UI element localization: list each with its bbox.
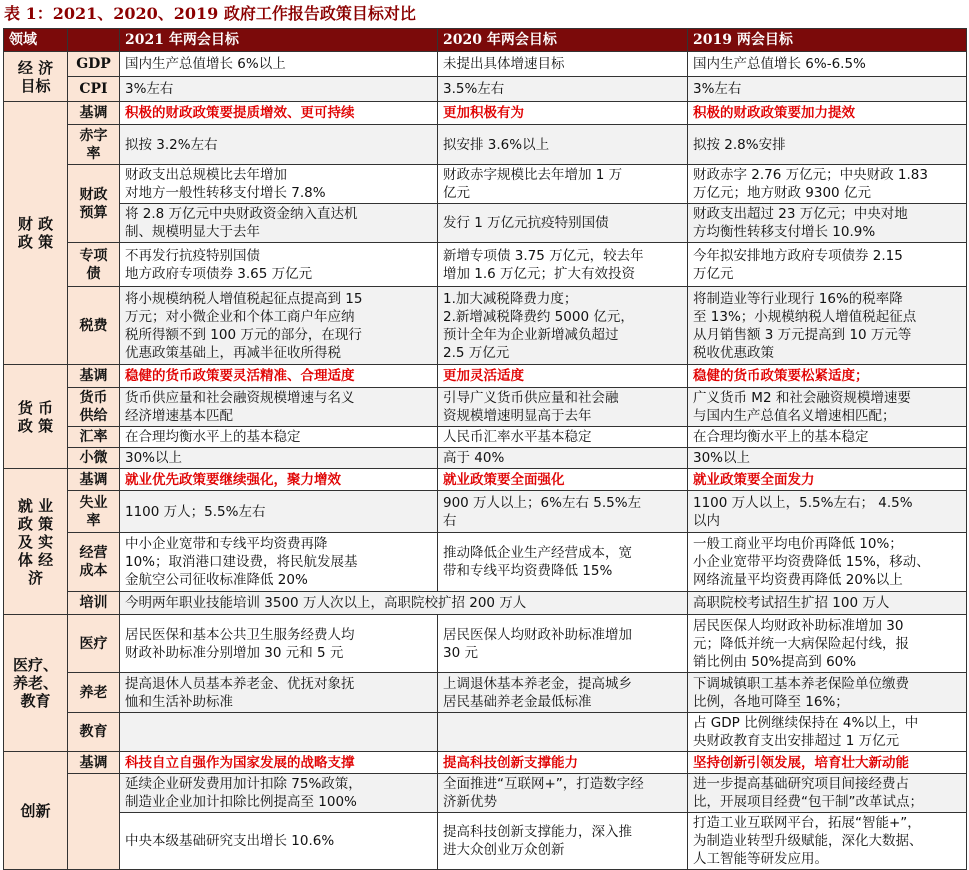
cell-2021: 财政支出总规模比去年增加 对地方一般性转移支付增长 7.8%	[120, 165, 438, 204]
cell-2021: 中央本级基础研究支出增长 10.6%	[120, 813, 438, 870]
cell-2019: 国内生产总值增长 6%-6.5%	[688, 52, 967, 77]
header-domain: 领域	[4, 29, 68, 52]
row-label: 养老	[68, 673, 120, 713]
cell-2019: 就业政策要全面发力	[688, 469, 967, 491]
table-title: 表 1：2021、2020、2019 政府工作报告政策目标对比	[4, 4, 416, 23]
table-row	[4, 469, 967, 491]
row-label: 汇率	[68, 427, 120, 448]
cell-2020: 全面推进“互联网+”，打造数字经 济新优势	[438, 774, 688, 813]
cell-2021: 积极的财政政策要提质增效、更可持续	[120, 102, 438, 125]
table-row	[4, 491, 967, 533]
row-label: GDP	[68, 52, 120, 77]
row-label: CPI	[68, 77, 120, 102]
cell-2021: 国内生产总值增长 6%以上	[120, 52, 438, 77]
cell-2021: 提高退休人员基本养老金、优抚对象抚 恤和生活补助标准	[120, 673, 438, 713]
header-2021: 2021 年两会目标	[120, 29, 438, 52]
cell-2020: 财政赤字规模比去年增加 1 万 亿元	[438, 165, 688, 204]
cell-2019: 下调城镇职工基本养老保险单位缴费 比例，各地可降至 16%；	[688, 673, 967, 713]
row-label: 基调	[68, 365, 120, 388]
row-label: 教育	[68, 713, 120, 752]
table-row	[4, 102, 967, 125]
cell-2020	[438, 713, 688, 752]
cell-2019: 财政赤字 2.76 万亿元；中央财政 1.83 万亿元；地方财政 9300 亿元	[688, 165, 967, 204]
table-row	[4, 243, 967, 287]
table-row	[4, 774, 967, 813]
cell-2020: 高于 40%	[438, 448, 688, 469]
category-monetary: 货 币 政 策	[4, 365, 68, 469]
row-label: 医疗	[68, 615, 120, 673]
cell-2020: 更加灵活适度	[438, 365, 688, 388]
cell-2021: 货币供应量和社会融资规模增速与名义 经济增速基本匹配	[120, 388, 438, 427]
cell-2021: 延续企业研发费用加计扣除 75%政策， 制造业企业加计扣除比例提高至 100%	[120, 774, 438, 813]
cell-2021: 拟按 3.2%左右	[120, 125, 438, 165]
cell-2020: 1.加大减税降费力度； 2.新增减税降费约 5000 亿元， 预计全年为企业新增减负超过 2.5 万亿元	[438, 287, 688, 365]
cell-2020: 提高科技创新支撑能力	[438, 752, 688, 774]
category-economy: 经 济 目标	[4, 52, 68, 102]
cell-2021: 将小规模纳税人增值税起征点提高到 15 万元；对小微企业和个体工商户年应纳 税所得额不到 100 万元的部分，在现行 优惠政策基础上，再减半征收所得税	[120, 287, 438, 365]
cell-2021-2020: 今明两年职业技能培训 3500 万人次以上，高职院校扩招 200 万人	[120, 592, 688, 615]
category-welfare: 医疗、 养老、 教育	[4, 615, 68, 752]
cell-2019: 广义货币 M2 和社会融资规模增速要 与国内生产总值名义增速相匹配；	[688, 388, 967, 427]
header-2020: 2020 年两会目标	[438, 29, 688, 52]
cell-2021: 就业优先政策要继续强化，聚力增效	[120, 469, 438, 491]
cell-2020: 人民币汇率水平基本稳定	[438, 427, 688, 448]
row-label: 经营 成本	[68, 533, 120, 592]
cell-2020: 新增专项债 3.75 万亿元，较去年 增加 1.6 万亿元；扩大有效投资	[438, 243, 688, 287]
row-label: 基调	[68, 469, 120, 491]
cell-2019: 坚持创新引领发展，培育壮大新动能	[688, 752, 967, 774]
policy-comparison-table	[3, 28, 967, 870]
row-label: 财政 预算	[68, 165, 120, 243]
row-label: 税费	[68, 287, 120, 365]
table-row	[4, 52, 967, 77]
cell-2019: 高职院校考试招生扩招 100 万人	[688, 592, 967, 615]
cell-2019: 积极的财政政策要加力提效	[688, 102, 967, 125]
cell-2020: 引导广义货币供应量和社会融 资规模增速明显高于去年	[438, 388, 688, 427]
row-label: 基调	[68, 752, 120, 774]
header-row	[4, 29, 967, 52]
category-innovation: 创新	[4, 752, 68, 870]
cell-2021	[120, 713, 438, 752]
cell-2019: 稳健的货币政策要松紧适度；	[688, 365, 967, 388]
cell-2021: 30%以上	[120, 448, 438, 469]
cell-2020: 上调退休基本养老金，提高城乡 居民基础养老金最低标准	[438, 673, 688, 713]
cell-2019: 居民医保人均财政补助标准增加 30 元；降低并统一大病保险起付线，报 销比例由 50%提高到 60%	[688, 615, 967, 673]
cell-2021: 中小企业宽带和专线平均资费再降 10%；取消港口建设费，将民航发展基 金航空公司征收标准降低 20%	[120, 533, 438, 592]
cell-2019: 财政支出超过 23 万亿元；中央对地 方均衡性转移支付增长 10.9%	[688, 204, 967, 243]
table-row	[4, 615, 967, 673]
cell-2021: 将 2.8 万亿元中央财政资金纳入直达机 制、规模明显大于去年	[120, 204, 438, 243]
row-label: 赤字 率	[68, 125, 120, 165]
cell-2021: 稳健的货币政策要灵活精准、合理适度	[120, 365, 438, 388]
row-label: 基调	[68, 102, 120, 125]
cell-2019: 30%以上	[688, 448, 967, 469]
table-row	[4, 365, 967, 388]
cell-2021: 在合理均衡水平上的基本稳定	[120, 427, 438, 448]
table-row	[4, 388, 967, 427]
cell-2019: 占 GDP 比例继续保持在 4%以上，中 央财政教育支出安排超过 1 万亿元	[688, 713, 967, 752]
header-2019: 2019 两会目标	[688, 29, 967, 52]
row-label	[68, 774, 120, 870]
cell-2021: 不再发行抗疫特别国债 地方政府专项债券 3.65 万亿元	[120, 243, 438, 287]
cell-2019: 打造工业互联网平台，拓展“智能+”， 为制造业转型升级赋能，深化大数据、 人工智能等研发应用。	[688, 813, 967, 870]
cell-2019: 一般工商业平均电价再降低 10%； 小企业宽带平均资费降低 15%，移动、 网络流量平均资费再降低 20%以上	[688, 533, 967, 592]
cell-2020: 3.5%左右	[438, 77, 688, 102]
category-fiscal: 财 政 政 策	[4, 102, 68, 365]
table-row	[4, 673, 967, 713]
category-employment: 就 业 政 策 及 实 体 经 济	[4, 469, 68, 615]
table-row	[4, 752, 967, 774]
row-label: 专项 债	[68, 243, 120, 287]
table-row	[4, 287, 967, 365]
cell-2020: 未提出具体增速目标	[438, 52, 688, 77]
cell-2021: 科技自立自强作为国家发展的战略支撑	[120, 752, 438, 774]
table-row	[4, 448, 967, 469]
table-row	[4, 592, 967, 615]
table-row	[4, 427, 967, 448]
cell-2019: 进一步提高基础研究项目间接经费占 比，开展项目经费“包干制”改革试点；	[688, 774, 967, 813]
cell-2021: 3%左右	[120, 77, 438, 102]
cell-2020: 更加积极有为	[438, 102, 688, 125]
table-row	[4, 713, 967, 752]
table-row	[4, 77, 967, 102]
cell-2019: 拟按 2.8%安排	[688, 125, 967, 165]
cell-2021: 1100 万人；5.5%左右	[120, 491, 438, 533]
row-label: 小微	[68, 448, 120, 469]
row-label: 失业 率	[68, 491, 120, 533]
cell-2020: 就业政策要全面强化	[438, 469, 688, 491]
table-row	[4, 165, 967, 204]
cell-2019: 3%左右	[688, 77, 967, 102]
cell-2020: 居民医保人均财政补助标准增加 30 元	[438, 615, 688, 673]
cell-2019: 将制造业等行业现行 16%的税率降 至 13%；小规模纳税人增值税起征点 从月销售额 3 万元提高到 10 万元等 税收优惠政策	[688, 287, 967, 365]
cell-2020: 推动降低企业生产经营成本，宽 带和专线平均资费降低 15%	[438, 533, 688, 592]
table-row	[4, 204, 967, 243]
cell-2020: 发行 1 万亿元抗疫特别国债	[438, 204, 688, 243]
row-label: 培训	[68, 592, 120, 615]
table-row	[4, 533, 967, 592]
cell-2019: 今年拟安排地方政府专项债券 2.15 万亿元	[688, 243, 967, 287]
cell-2019: 1100 万人以上，5.5%左右； 4.5% 以内	[688, 491, 967, 533]
cell-2021: 居民医保和基本公共卫生服务经费人均 财政补助标准分别增加 30 元和 5 元	[120, 615, 438, 673]
cell-2020: 拟安排 3.6%以上	[438, 125, 688, 165]
cell-2019: 在合理均衡水平上的基本稳定	[688, 427, 967, 448]
row-label: 货币 供给	[68, 388, 120, 427]
table-row	[4, 125, 967, 165]
cell-2020: 提高科技创新支撑能力，深入推 进大众创业万众创新	[438, 813, 688, 870]
cell-2020: 900 万人以上；6%左右 5.5%左 右	[438, 491, 688, 533]
